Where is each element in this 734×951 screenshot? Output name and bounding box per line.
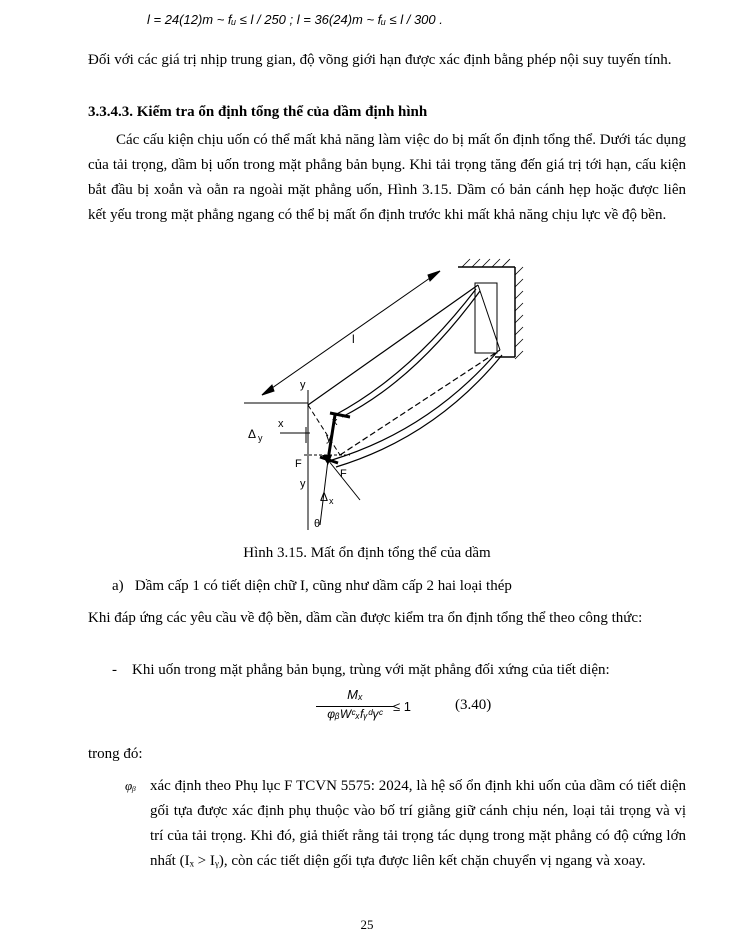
trong-do: trong đó: [88, 746, 143, 762]
equation-3-40 [315, 687, 615, 737]
label-y-beam: y [326, 432, 332, 444]
equation-leq: ≤ 1 [393, 699, 411, 714]
page-number: 25 [360, 917, 374, 932]
label-y-top: y [300, 379, 306, 391]
label-delta-x: Δ [320, 490, 329, 504]
top-formula: l = 24(12)m ~ fᵤ ≤ l / 250 ; l = 36(24)m ~ fᵤ ≤ l / 300 . [147, 12, 443, 27]
label-theta: θ [314, 518, 321, 530]
label-delta-y-sub: y [258, 433, 263, 443]
label-delta-y: Δ [248, 427, 257, 441]
label-x-beam: x [332, 416, 338, 428]
label-f-left: F [295, 458, 302, 470]
label-l: l [352, 332, 355, 346]
para-requirement: Khi đáp ứng các yêu cầu về độ bền, dầm cần được kiểm tra ổn định tổng thể theo công thức: [88, 610, 643, 626]
label-x-left: x [278, 418, 284, 430]
section-heading: 3.3.4.3. Kiểm tra ổn định tổng thể của dầm định hình [88, 104, 428, 120]
figure-caption: Hình 3.15. Mất ổn định tổng thể của dầm [243, 545, 491, 561]
phi-symbol: φᵦ [125, 778, 136, 793]
equation-number: (3.40) [455, 697, 492, 713]
para-intro: Các cấu kiện chịu uốn có thể mất khả năng làm việc do bị mất ổn định tổng thể. Dưới tác dụng của tải trọng, dầm bị uốn trong mặt phẳng bản bụng. Khi tải trọng tăng đến giá trị tới hạn, cấu kiện bắt đầu bị xoắn và oằn ra ngoài mặt phẳng uốn, Hình 3.15. Dầm có bản cánh hẹp hoặc được liên kết yếu trong mặt phẳng ngang có thể bị mất ổn định trước khi mất khả năng chịu lực về độ bền. [88, 132, 686, 223]
bullet-web-plane: - Khi uốn trong mặt phẳng bản bụng, trùng với mặt phẳng đối xứng của tiết diện: [112, 662, 610, 678]
label-y-bottom: y [300, 478, 306, 490]
para-interpolation: Đối với các giá trị nhịp trung gian, độ võng giới hạn được xác định bằng phép nội suy tuyến tính. [88, 52, 672, 68]
dimension-l [262, 271, 440, 395]
equation-numerator: Mₓ [347, 687, 363, 702]
figure-beam-buckling [240, 255, 530, 535]
equation-denominator: φᵦWᶜₓfᵧᵈγᶜ [327, 707, 383, 721]
wall-support [458, 259, 523, 359]
item-a: a) Dầm cấp 1 có tiết diện chữ I, cũng như dầm cấp 2 hai loại thép [112, 578, 512, 594]
equation-fraction [315, 687, 395, 721]
label-delta-x-sub: x [329, 496, 334, 506]
phi-description: xác định theo Phụ lục F TCVN 5575: 2024, là hệ số ổn định khi uốn của dầm có tiết diện gối tựa được xác định phụ thuộc vào bố trí giằng giữ cánh chịu nén, loại tải trọng và vị trí của tải trọng. Khi đó, giả thiết rằng tải trọng tác dụng trong mặt phẳng có độ cứng lớn nhất (Iₓ > Iᵧ), còn các tiết diện gối tựa được liên kết chặn chuyển vị ngang và xoay. [150, 778, 686, 869]
label-f-right: F [340, 468, 347, 480]
